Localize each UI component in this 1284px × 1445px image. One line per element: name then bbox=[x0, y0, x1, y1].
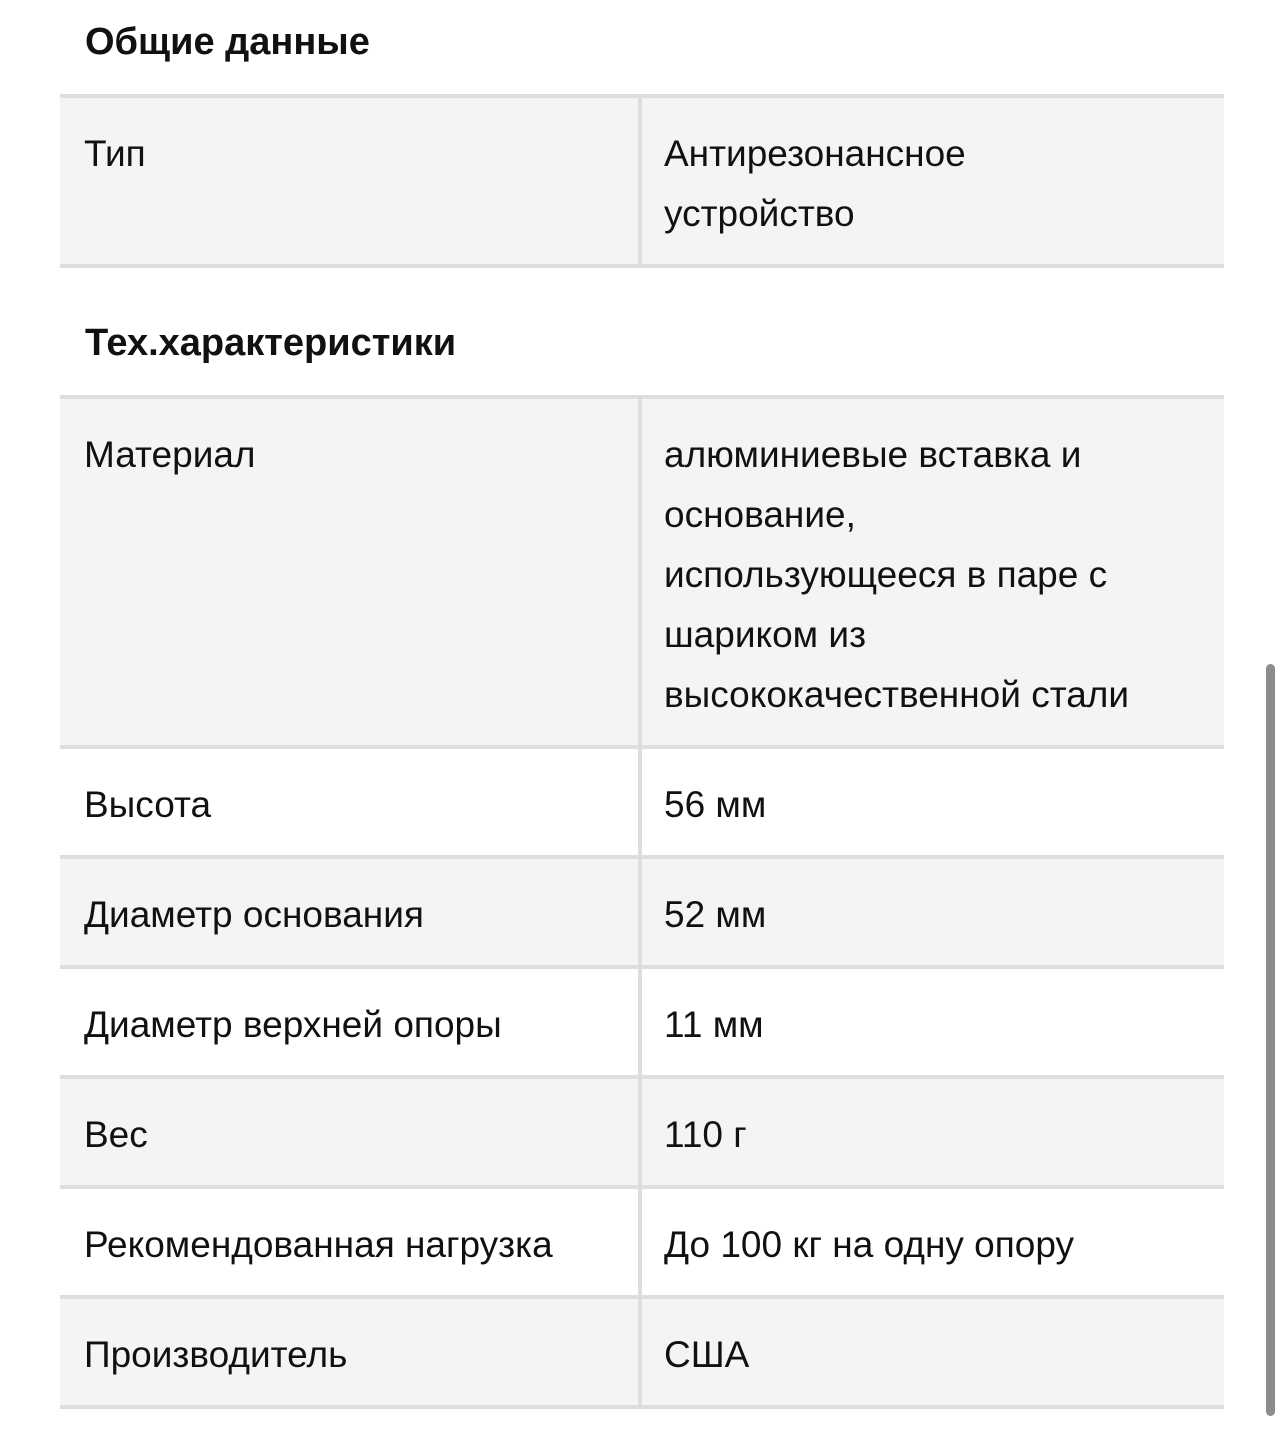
spec-value bbox=[640, 397, 1224, 747]
spec-value: 52 мм bbox=[664, 894, 767, 935]
spec-value: До 100 кг на одну опору bbox=[664, 1224, 1075, 1265]
spec-value: США bbox=[664, 1334, 750, 1375]
spec-value bbox=[640, 96, 1224, 266]
spec-value-line: использующееся в паре с bbox=[664, 554, 1108, 595]
general-specs-table bbox=[60, 94, 1224, 268]
spec-value-line: основание, bbox=[664, 494, 856, 535]
table-row bbox=[60, 1077, 1224, 1187]
table-row bbox=[60, 967, 1224, 1077]
section-title-tech: Тех.характеристики bbox=[85, 322, 457, 364]
spec-value: 56 мм bbox=[664, 784, 767, 825]
spec-value-line: высококачественной стали bbox=[664, 674, 1130, 715]
spec-key: Высота bbox=[60, 747, 640, 857]
table-row bbox=[60, 747, 1224, 857]
spec-value-line: устройство bbox=[664, 193, 855, 234]
spec-value-line: алюминиевые вставка и bbox=[664, 434, 1082, 475]
spec-key: Диаметр верхней опоры bbox=[60, 967, 640, 1077]
spec-value-line: Антирезонансное bbox=[664, 133, 966, 174]
vertical-scrollbar[interactable] bbox=[1266, 664, 1275, 1416]
table-row bbox=[60, 397, 1224, 747]
spec-key: Рекомендованная нагрузка bbox=[60, 1187, 640, 1297]
section-title-general: Общие данные bbox=[85, 21, 370, 63]
spec-key: Диаметр основания bbox=[60, 857, 640, 967]
table-row bbox=[60, 96, 1224, 266]
spec-value-line: шариком из bbox=[664, 614, 867, 655]
spec-key: Вес bbox=[60, 1077, 640, 1187]
table-row bbox=[60, 857, 1224, 967]
table-row bbox=[60, 1187, 1224, 1297]
table-row bbox=[60, 1297, 1224, 1407]
spec-value: 110 г bbox=[664, 1114, 747, 1155]
spec-value: 11 мм bbox=[664, 1004, 764, 1045]
spec-key: Материал bbox=[60, 397, 640, 747]
spec-key: Тип bbox=[60, 96, 640, 266]
tech-specs-table bbox=[60, 395, 1224, 1409]
spec-key: Производитель bbox=[60, 1297, 640, 1407]
